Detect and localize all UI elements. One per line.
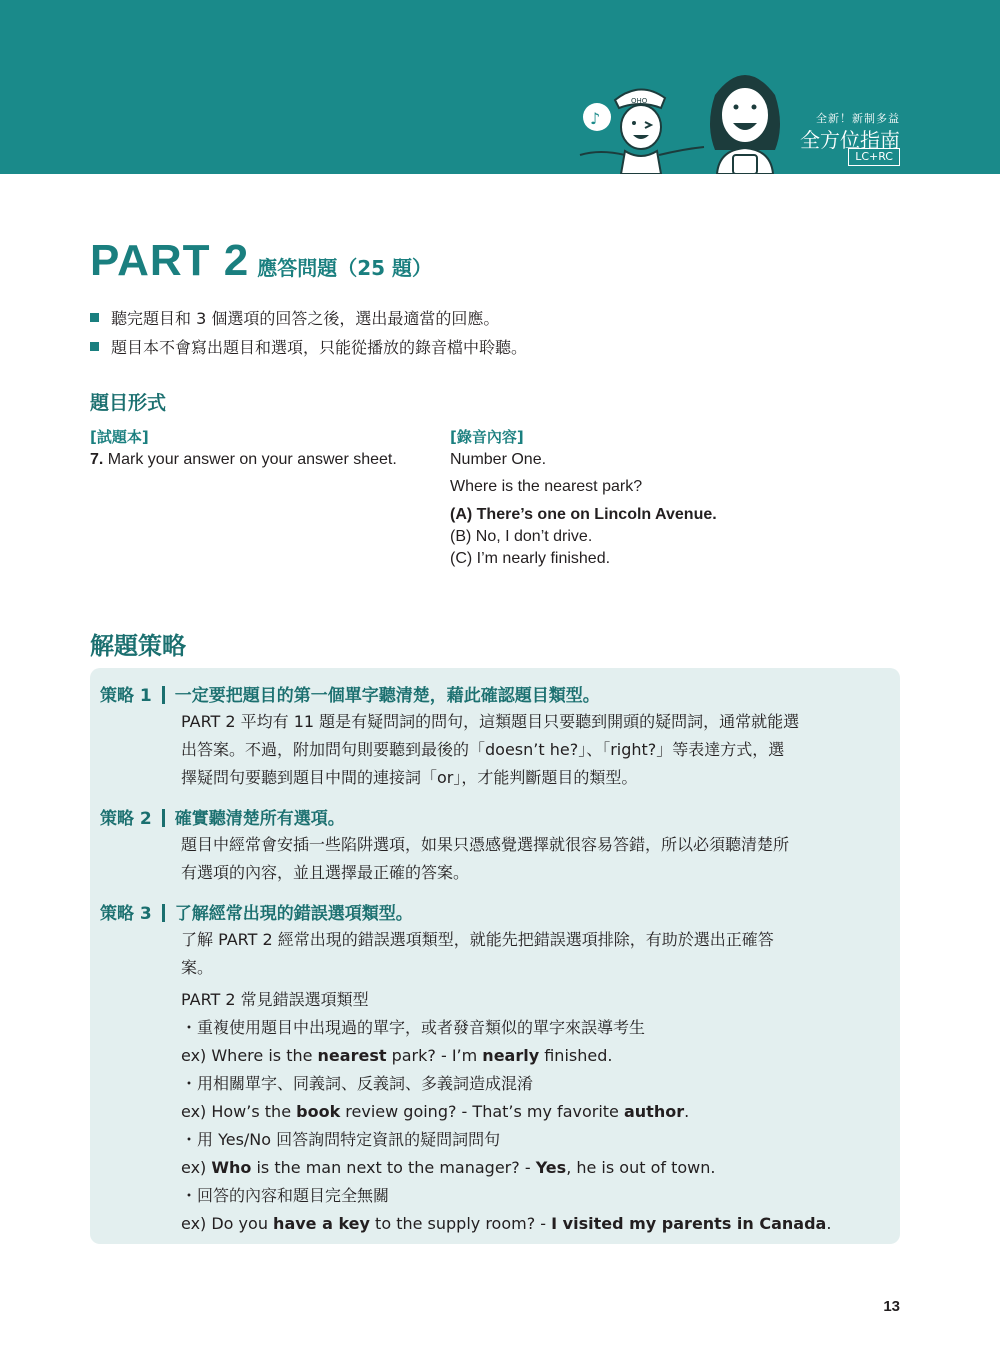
strategy-text: 題目中經常會安插一些陷阱選項，如果只憑感覺選擇就很容易答錯，所以必須聽清楚所	[181, 835, 790, 854]
recording-line: (C) I’m nearly finished.	[450, 550, 611, 567]
strategy-title: 策略 2 確實聽清楚所有選項。	[100, 809, 345, 829]
bullet-item: 聽完題目和 3 個選項的回答之後，選出最適當的回應。	[90, 306, 499, 329]
header-band	[0, 0, 1000, 174]
error-type-desc: ・用相關單字、同義詞、反義詞、多義詞造成混淆	[181, 1074, 534, 1093]
strategy-text: 出答案。不過，附加問句則要聽到最後的「doesn’t he?」、「right?」等表達方式，選	[181, 740, 785, 759]
square-bullet-icon	[90, 313, 99, 322]
strategy-text: 有選項的內容，並且選擇最正確的答案。	[181, 863, 470, 882]
series-badge: LC+RC	[848, 148, 900, 166]
part-title	[90, 236, 432, 286]
series-subtitle: 全新！新制多益	[816, 112, 900, 125]
recording-line: Number One.	[450, 451, 547, 468]
music-note-icon: ♪	[590, 109, 601, 128]
error-type-desc: ・用 Yes/No 回答詢問特定資訊的疑問詞問句	[181, 1130, 501, 1149]
strategy-title: 策略 1 一定要把題目的第一個單字聽清楚，藉此確認題目類型。	[100, 686, 600, 706]
format-heading: 題目形式	[90, 392, 167, 414]
part-subtitle: 應答問題（25 題）	[257, 256, 433, 280]
divider-bar	[162, 686, 165, 704]
strategy-text: PART 2 平均有 11 題是有疑問詞的問句，這類題目只要聽到開頭的疑問詞，通常就能選	[181, 712, 800, 731]
strategy-heading: 解題策略	[90, 632, 186, 660]
test-book-label: [試題本]	[90, 428, 149, 446]
mascot-illustration	[575, 55, 795, 174]
bullet-item: 題目本不會寫出題目和選項，只能從播放的錄音檔中聆聽。	[90, 335, 527, 358]
test-book-item: 7. Mark your answer on your answer sheet.	[90, 451, 397, 468]
page-number: 13	[883, 1298, 900, 1315]
recording-label: [錄音內容]	[450, 428, 524, 446]
part-number: PART 2	[90, 236, 250, 285]
error-types-heading: PART 2 常見錯誤選項類型	[181, 990, 369, 1009]
divider-bar	[162, 904, 165, 922]
recording-answer-correct: (A) There’s one on Lincoln Avenue.	[450, 506, 717, 523]
strategy-title: 策略 3 了解經常出現的錯誤選項類型。	[100, 904, 413, 924]
series-title: 全方位指南	[800, 128, 900, 152]
strategy-text: 擇疑問句要聽到題目中間的連接詞「or」，才能判斷題目的類型。	[181, 768, 638, 787]
error-type-desc: ・重複使用題目中出現過的單字，或者發音類似的單字來誤導考生	[181, 1018, 646, 1037]
error-type-example: ex) Do you have a key to the supply room? - I visited my parents in Canada.	[181, 1214, 832, 1233]
recording-line: Where is the nearest park?	[450, 478, 643, 495]
square-bullet-icon	[90, 342, 99, 351]
strategy-text: 案。	[181, 958, 214, 977]
divider-bar	[162, 809, 165, 827]
recording-line: (B) No, I don’t drive.	[450, 528, 593, 545]
strategy-text: 了解 PART 2 經常出現的錯誤選項類型，就能先把錯誤選項排除，有助於選出正確答	[181, 930, 774, 949]
error-type-example: ex) How’s the book review going? - That’s my favorite author.	[181, 1102, 690, 1121]
cap-text: OHO	[631, 97, 648, 105]
error-type-desc: ・回答的內容和題目完全無關	[181, 1186, 390, 1205]
error-type-example: ex) Where is the nearest park? - I’m nearly finished.	[181, 1046, 613, 1065]
error-type-example: ex) Who is the man next to the manager? - Yes, he is out of town.	[181, 1158, 716, 1177]
